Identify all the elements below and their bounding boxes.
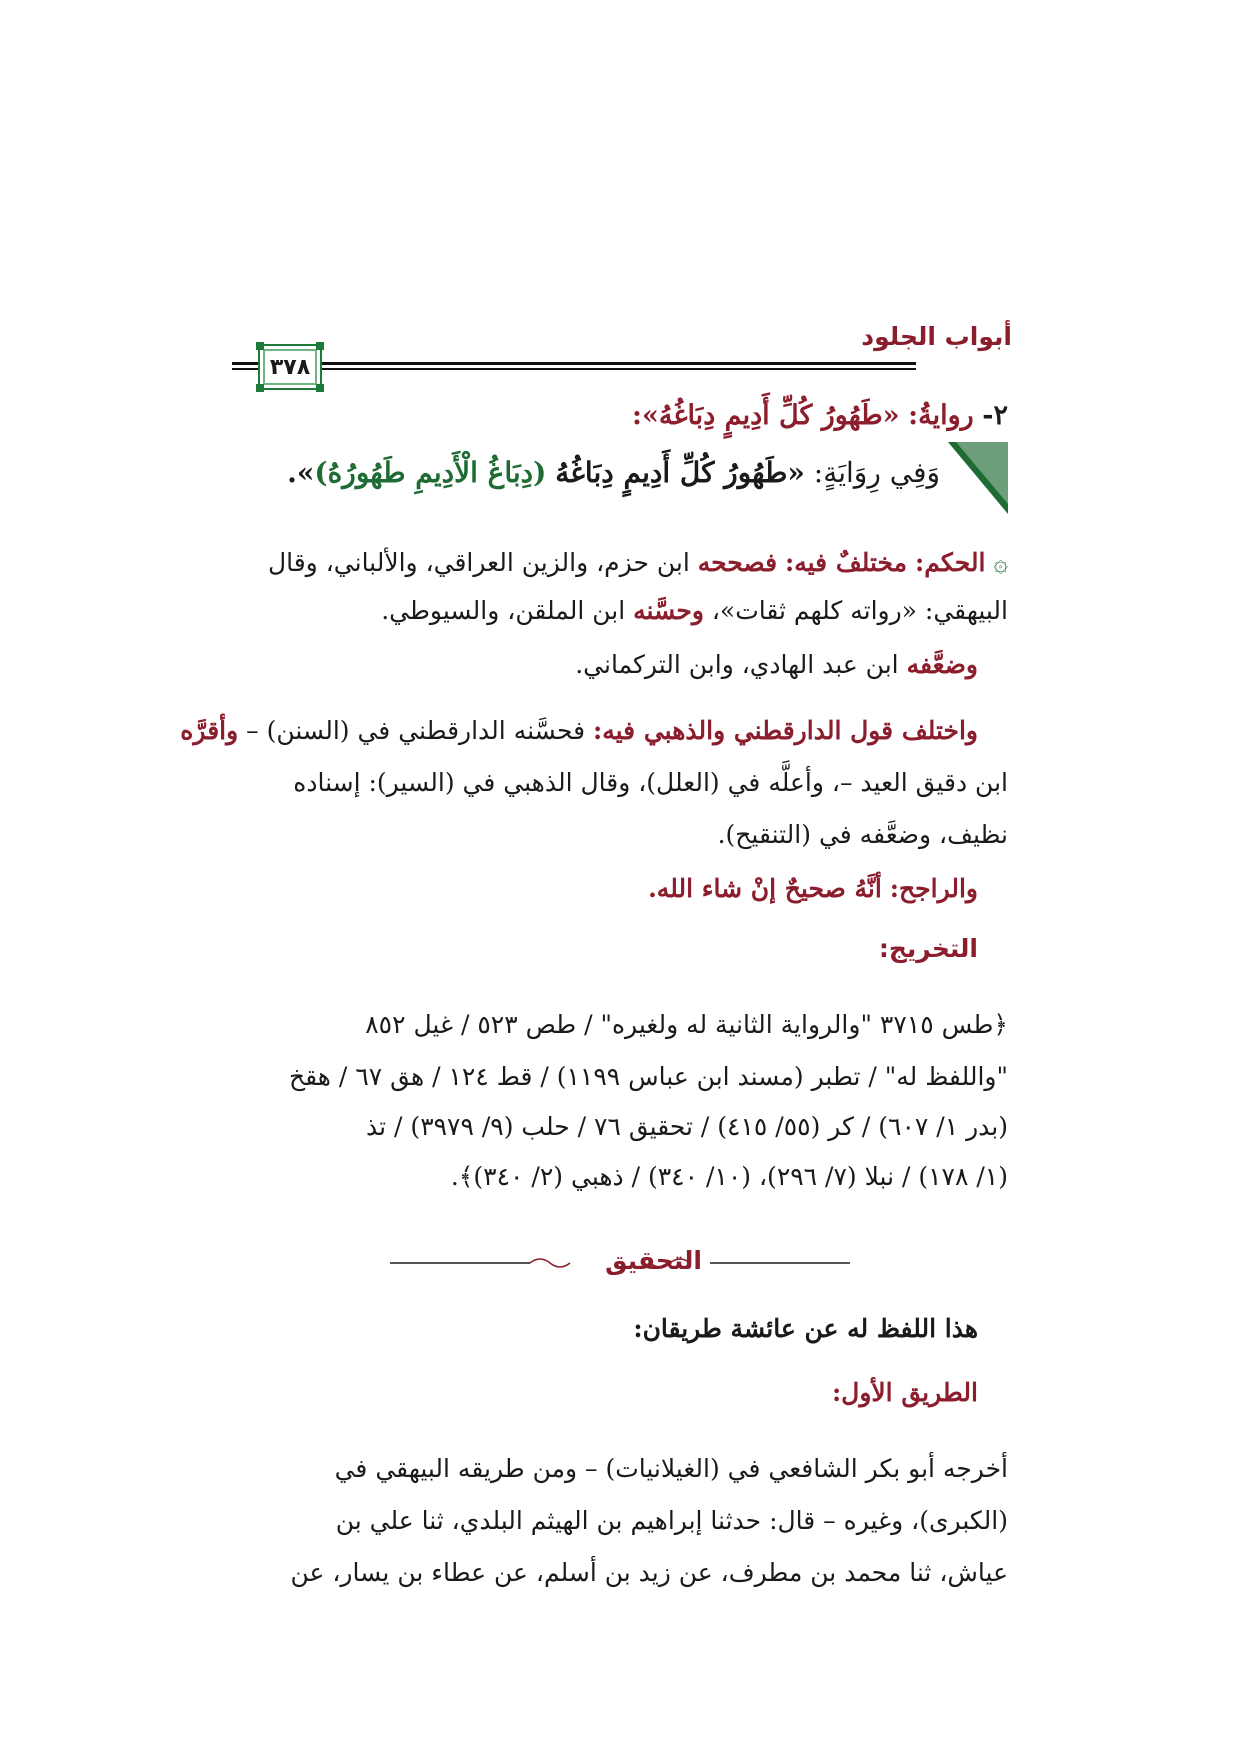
header-rule-thick: [232, 362, 916, 365]
header-rule-left-thin: [232, 368, 254, 370]
header-rule-left: [232, 362, 254, 365]
takhrij-line-1: ﴿طس ٣٧١٥ "والرواية الثانية له ولغيره" / طص ٥٢٣ / غيل ٨٥٢: [365, 1010, 1008, 1039]
preferred-label: والراجح:: [889, 874, 978, 903]
chapter-title: أبواب الجلود: [861, 322, 1012, 351]
takhrij-line-3: (بدر ١/ ٦٠٧) / كر (٥٥/ ٤١٥) / تحقيق ٧٦ / حلب (٩/ ٣٩٧٩) / تذ: [366, 1112, 1008, 1141]
hadith-main: «طَهُورُ كُلِّ أَدِيمٍ دِبَاغُهُ: [555, 456, 805, 489]
takhrij-label: التخريج:: [878, 934, 978, 963]
section-heading-label: روايةُ:: [908, 400, 974, 431]
ruling-line2-rest: ابن الملقن، والسيوطي.: [381, 596, 626, 625]
section-heading-quote: «طَهُورُ كُلِّ أَدِيمٍ دِبَاغُهُ»:: [632, 400, 900, 431]
hadith-intro: وَفِي رِوَايَةٍ:: [813, 456, 940, 489]
tahqiq-para-line-1: أخرجه أبو بكر الشافعي في (الغيلانيات) – ومن طريقه البيهقي في: [334, 1454, 1008, 1483]
preferred-text: أنَّهُ صحيحٌ إنْ شاء الله.: [648, 874, 882, 903]
tahqiq-para-line-3: عياش، ثنا محمد بن مطرف، عن زيد بن أسلم، عن عطاء بن يسار، عن: [290, 1558, 1008, 1587]
tahqiq-heading: التحقيق: [605, 1246, 702, 1275]
section-heading: [632, 400, 1008, 431]
page-header: [232, 316, 1012, 398]
dispute-label: واختلف قول الدارقطني والذهبي فيه:: [592, 716, 978, 745]
ruling-line4-rest: فحسَّنه الدارقطني في (السنن) –: [246, 716, 586, 745]
tahqiq-intro: هذا اللفظ له عن عائشة طريقان:: [633, 1314, 978, 1343]
ruling-line-4: [180, 716, 978, 745]
ruling-line-5: ابن دقيق العيد –، وأعلَّه في (العلل)، وقال الذهبي في (السير): إسناده: [293, 768, 1008, 797]
ruling-line-6: نظيف، وضعَّفه في (التنقيح).: [717, 820, 1008, 849]
ruling-line-2: [381, 596, 1008, 625]
ruling-line2-start: البيهقي: «رواته كلهم ثقات»،: [711, 596, 1008, 625]
page-number: ٣٧٨: [269, 354, 311, 380]
hadith-text: [287, 456, 940, 489]
frame-corner: [316, 384, 324, 392]
ruling-ornament-icon: ۞: [993, 548, 1008, 577]
ruling-label: الحكم:: [915, 548, 986, 577]
hadith-end: ».: [287, 456, 315, 489]
ruling-sahih-label: فصححه: [697, 548, 778, 577]
header-rule-thin: [232, 368, 916, 370]
ruling-hasan-label: وحسَّنه: [633, 596, 704, 625]
hadith-ornament-icon: [948, 442, 1008, 514]
preferred-ruling: [648, 874, 978, 903]
ruling-line-1: [268, 548, 1008, 577]
frame-corner: [316, 342, 324, 350]
takhrij-line-4: (١/ ١٧٨) / نبلا (٧/ ٢٩٦)، (١٠/ ٣٤٠) / ذهبي (٢/ ٣٤٠)﴾.: [450, 1162, 1008, 1191]
ruling-line1-rest: ابن حزم، والزين العراقي، والألباني، وقال: [267, 548, 690, 577]
page-number-frame: [258, 344, 322, 390]
frame-corner: [256, 342, 264, 350]
first-path-label: الطريق الأول:: [831, 1378, 978, 1407]
takhrij-line-2: "واللفظ له" / تطبر (مسند ابن عباس ١١٩٩) / قط ١٢٤ / هق ٦٧ / هقخ: [289, 1062, 1008, 1091]
frame-corner: [256, 384, 264, 392]
ruling-line3-rest: ابن عبد الهادي، وابن التركماني.: [575, 650, 899, 679]
divider-flourish-icon: [530, 1259, 570, 1267]
section-number: ٢-: [982, 400, 1008, 431]
hadith-alt: (دِبَاغُ الْأَدِيمِ طَهُورُهُ): [314, 456, 547, 489]
tahqiq-para-line-2: (الكبرى)، وغيره – قال: حدثنا إبراهيم بن الهيثم البلدي، ثنا علي بن: [335, 1506, 1008, 1535]
ruling-line-3: [575, 650, 978, 679]
aqarrahu-label: وأقرَّه: [180, 716, 239, 745]
ruling-disputed: مختلفٌ فيه:: [785, 548, 908, 577]
ruling-daif-label: وضعَّفه: [906, 650, 978, 679]
